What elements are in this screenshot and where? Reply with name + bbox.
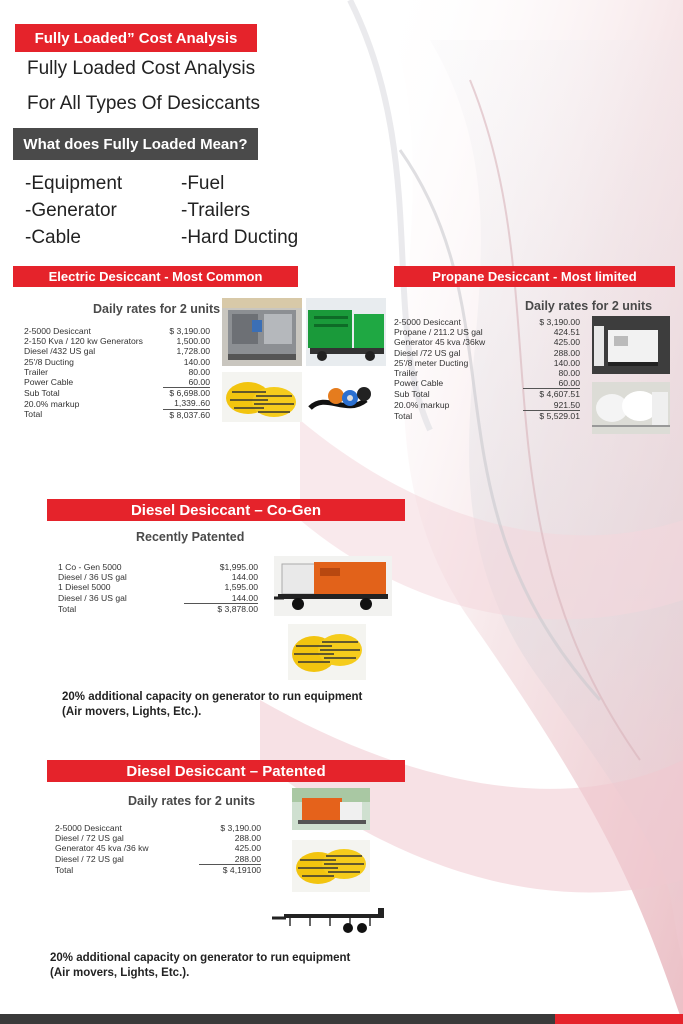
rate-label: Diesel / 72 US gal [55,833,124,844]
rate-label: 1 Diesel 5000 [58,582,111,593]
rate-label: Diesel / 36 US gal [58,592,127,603]
table-row [394,410,580,421]
rate-value: 425.00 [234,843,261,854]
patented-rates-table [55,823,261,875]
table-row [55,864,261,875]
rate-value: 1,728.00 [176,346,210,357]
rate-value: 288.00 [199,854,261,865]
rate-label: Total [58,603,77,614]
rate-label: Trailer [394,368,419,379]
rate-label: Power Cable [24,377,74,388]
cogen-trailer-photo [274,556,392,616]
rate-label: Total [394,410,413,421]
rate-label: 25'/8 meter Ducting [394,357,469,368]
rate-value: 60.00 [163,377,210,388]
table-row [24,346,210,356]
rate-value: $ 6,698.00 [169,388,210,399]
power-cable-photo [306,372,386,422]
patented-note [50,951,350,981]
rate-label: Sub Total [394,389,430,400]
footer-bar-red [555,1014,683,1024]
rate-value: $1,995.00 [219,562,258,572]
rate-label: 25'/8 Ducting [24,356,74,367]
rate-label: Generator 45 kva /36kw [394,337,486,348]
yellow-ducting-photo [288,624,366,680]
cogen-note [62,690,362,720]
rate-value: 288.00 [553,347,580,358]
table-row [58,572,258,582]
meaning-question-bar: What does Fully Loaded Mean? [13,128,258,160]
meaning-item: -Cable [25,227,81,248]
rate-value: 80.00 [558,368,580,379]
yellow-ducting-photo [222,372,302,422]
table-row [24,357,210,367]
rate-label: Generator 45 kva /36 kw [55,843,149,854]
table-row [394,389,580,400]
propane-tanks-photo [592,382,670,434]
rate-value: 1,500.00 [176,336,210,347]
meaning-left-list [25,170,122,251]
table-row [24,367,210,377]
rate-value: 60.00 [523,378,580,389]
table-row [58,582,258,592]
table-row [394,337,580,347]
rate-label: 2-5000 Desiccant [394,317,461,327]
cogen-title-bar: Diesel Desiccant – Co-Gen [47,499,405,521]
rate-value: $ 3,190.00 [169,326,210,336]
rate-value: $ 3,190.00 [220,823,261,833]
table-row [394,317,580,327]
orange-unit-photo [292,788,370,830]
meaning-item: -Hard Ducting [181,227,299,248]
header-line-1: Fully Loaded Cost Analysis [27,58,256,79]
propane-subtitle: Daily rates for 2 units [525,299,653,313]
note-line: 20% additional capacity on generator to run equipment [62,691,363,703]
patented-subtitle: Daily rates for 2 units [128,794,256,808]
rate-label: 2-5000 Desiccant [24,326,91,336]
cogen-subtitle: Recently Patented [136,530,245,544]
table-row [394,368,580,378]
rate-label: 20.0% markup [394,399,450,410]
rate-label: 1 Co - Gen 5000 [58,562,122,572]
rate-value: 1,339..60 [163,398,210,409]
rate-label: Total [55,864,74,875]
propane-unit-photo [592,316,670,374]
note-line: 20% additional capacity on generator to run equipment [50,952,351,964]
rate-value: $ 3,878.00 [217,603,258,614]
table-row [55,833,261,843]
table-row [24,336,210,346]
rate-value: $ 8,037.60 [169,409,210,420]
desiccant-unit-photo [222,298,302,366]
table-row [58,562,258,572]
rate-label: Sub Total [24,387,60,398]
propane-title-bar: Propane Desiccant - Most limited [394,266,675,287]
yellow-ducting-photo [292,840,370,892]
note-line: (Air movers, Lights, Etc.). [62,706,202,718]
rate-value: 1,595.00 [224,582,258,593]
rate-value: 144.00 [184,593,258,604]
header-line-2: For All Types Of Desiccants [27,93,261,114]
rate-label: Trailer [24,366,49,377]
electric-rates-table [24,326,210,420]
rate-label: Propane / 211.2 US gal [394,327,483,338]
rate-value: 425.00 [553,337,580,348]
table-row [55,843,261,853]
rate-label: 2-150 Kva / 120 kw Generators [24,336,143,347]
cogen-rates-table [58,562,258,614]
meaning-item: -Equipment [25,173,123,194]
rate-value: 140.00 [183,356,210,367]
table-row [394,378,580,389]
meaning-item: -Fuel [181,173,225,194]
flatbed-trailer-photo [270,900,390,940]
table-row [55,854,261,865]
table-row [394,358,580,368]
rate-value: 144.00 [231,572,258,583]
rate-label: 2-5000 Desiccant [55,823,122,833]
table-row [394,348,580,358]
rate-value: 140.00 [553,357,580,368]
note-line: (Air movers, Lights, Etc.). [50,967,190,979]
table-row [24,398,210,409]
table-row [55,823,261,833]
rate-label: Diesel /72 US gal [394,347,461,358]
rate-value: $ 4,607.51 [539,389,580,400]
table-row [24,409,210,420]
table-row [394,400,580,411]
meaning-item: -Trailers [181,200,250,221]
table-row [24,377,210,388]
table-row [24,326,210,336]
meaning-right-list [181,170,298,251]
rate-value: 921.50 [523,400,580,411]
propane-rates-table [394,317,580,421]
table-row [58,593,258,604]
rate-label: Power Cable [394,378,444,389]
footer-bar-dark [0,1014,555,1024]
table-row [58,603,258,614]
rate-value: 80.00 [188,366,210,377]
meaning-item: -Generator [25,200,117,221]
rate-label: Diesel /432 US gal [24,346,96,357]
rate-value: 424.51 [553,327,580,338]
rate-value: $ 4,19100 [222,864,261,875]
table-row [24,388,210,399]
generators-photo [306,298,386,366]
rate-value: $ 5,529.01 [539,410,580,421]
rate-value: $ 3,190.00 [539,317,580,327]
rate-label: Diesel / 36 US gal [58,572,127,583]
rate-label: Diesel / 72 US gal [55,853,124,864]
rate-label: Total [24,409,43,420]
electric-subtitle: Daily rates for 2 units [93,302,221,316]
patented-title-bar: Diesel Desiccant – Patented [47,760,405,782]
table-row [394,327,580,337]
header-banner: Fully Loaded” Cost Analysis [15,24,257,52]
rate-value: 288.00 [234,833,261,844]
rate-label: 20.0% markup [24,398,80,409]
electric-title-bar: Electric Desiccant - Most Common [13,266,298,287]
